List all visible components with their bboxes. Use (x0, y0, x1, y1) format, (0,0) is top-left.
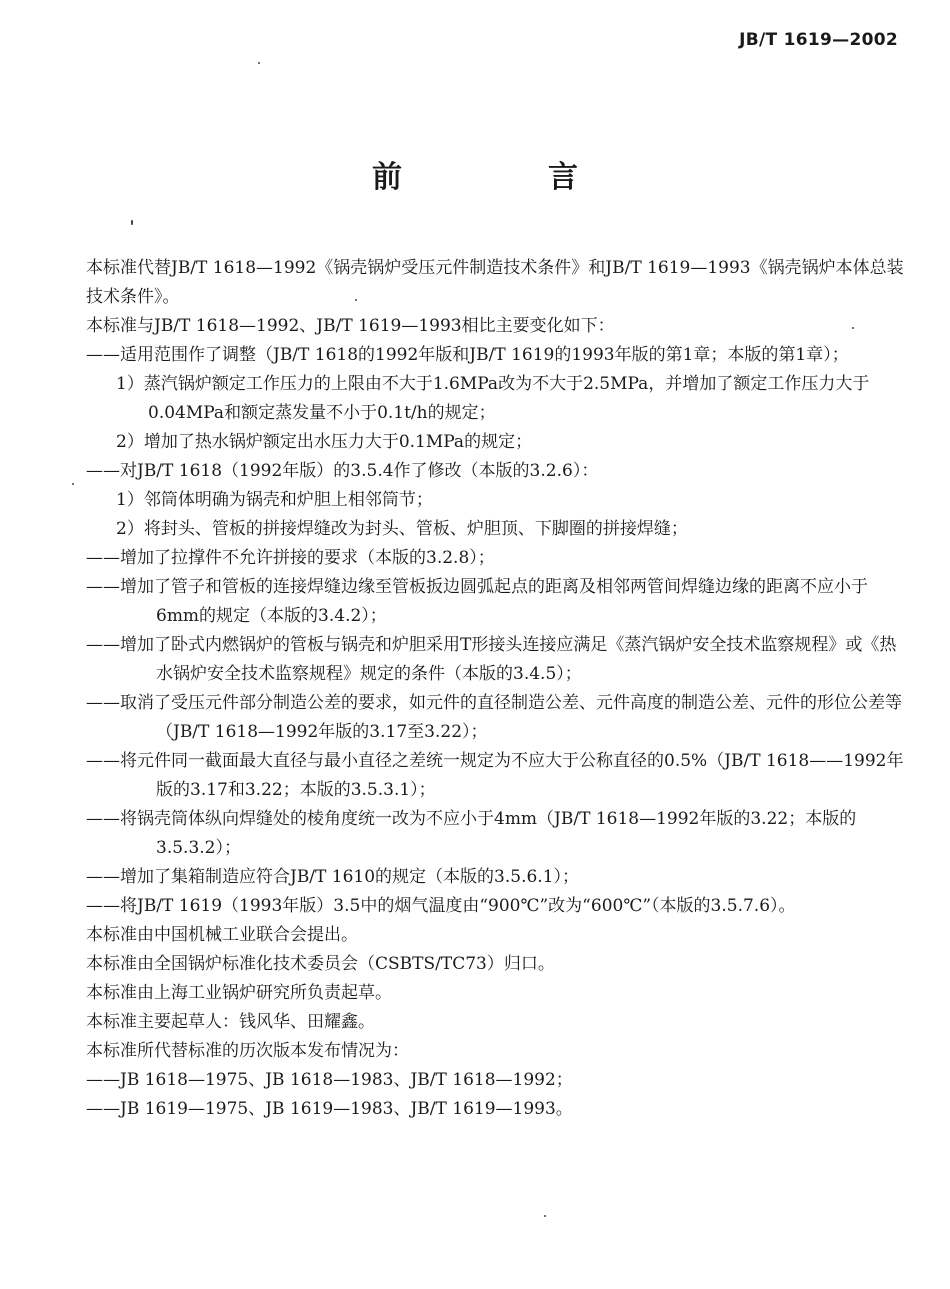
scan-speck (258, 62, 260, 64)
change-item-3-5-4: ——对JB/T 1618（1992年版）的3.5.4作了修改（本版的3.2.6）： (86, 461, 599, 481)
scan-speck (131, 220, 133, 225)
change-item-flue-temp: ——将JB/T 1619（1993年版）3.5中的烟气温度由“900℃”改为“600℃”（本版的3.5.7.6）。 (86, 896, 796, 916)
change-item-t-joint: ——增加了卧式内燃锅炉的管板与锅壳和炉胆采用T形接头连接应满足《蒸汽锅炉安全技术监察规程》或《热水锅炉安全技术监察规程》规定的条件（本版的3.4.5）； (86, 635, 897, 684)
change-item-tube-weld: ——增加了管子和管板的连接焊缝边缘至管板扳边圆弧起点的距离及相邻两管间焊缝边缘的距离不应小于6mm的规定（本版的3.4.2）； (86, 577, 868, 626)
scan-speck (544, 1215, 546, 1217)
sub-item-steam-pressure: 1）蒸汽锅炉额定工作压力的上限由不大于1.6MPa改为不大于2.5MPa，并增加了额定工作压力大于0.04MPa和额定蒸发量不小于0.1t/h的规定； (116, 374, 870, 423)
sub-item-splice-weld: 2）将封头、管板的拼接焊缝改为封头、管板、炉胆顶、下脚圈的拼接焊缝； (116, 519, 688, 539)
paragraph-under-jurisdiction: 本标准由全国锅炉标准化技术委员会（CSBTS/TC73）归口。 (86, 954, 555, 974)
history-item-1619: ——JB 1619—1975、JB 1619—1983、JB/T 1619—1993。 (86, 1099, 573, 1119)
paragraph-changes-intro: 本标准与JB/T 1618—1992、JB/T 1619—1993相比主要变化如下： (86, 316, 615, 336)
standard-code: JB/T 1619—2002 (739, 30, 898, 50)
paragraph-drafted-by: 本标准由上海工业锅炉研究所负责起草。 (86, 983, 392, 1003)
scan-speck (355, 299, 357, 301)
change-item-tolerance: ——取消了受压元件部分制造公差的要求，如元件的直径制造公差、元件高度的制造公差、元件的形位公差等（JB/T 1618—1992年版的3.17至3.22）； (86, 693, 902, 742)
change-item-header: ——增加了集箱制造应符合JB/T 1610的规定（本版的3.5.6.1）； (86, 867, 580, 887)
paragraph-replaces: 本标准代替JB/T 1618—1992《锅壳锅炉受压元件制造技术条件》和JB/T 1619—1993《锅壳锅炉本体总装技术条件》。 (86, 258, 904, 307)
change-item-diameter: ——将元件同一截面最大直径与最小直径之差统一规定为不应大于公称直径的0.5%（JB/T 1618——1992年版的3.17和3.22；本版的3.5.3.1）； (86, 751, 904, 800)
paragraph-proposed-by: 本标准由中国机械工业联合会提出。 (86, 925, 358, 945)
page-title: 前 言 (372, 160, 636, 195)
paragraph-drafters: 本标准主要起草人：钱风华、田耀鑫。 (86, 1012, 375, 1032)
history-item-1618: ——JB 1618—1975、JB 1618—1983、JB/T 1618—1992； (86, 1070, 573, 1090)
paragraph-history-intro: 本标准所代替标准的历次版本发布情况为： (86, 1041, 409, 1061)
change-item-stay: ——增加了拉撑件不允许拼接的要求（本版的3.2.8）； (86, 548, 495, 568)
sub-item-hot-water-pressure: 2）增加了热水锅炉额定出水压力大于0.1MPa的规定； (116, 432, 533, 452)
change-item-scope: ——适用范围作了调整（JB/T 1618的1992年版和JB/T 1619的1993年版的第1章；本版的第1章）； (86, 345, 849, 365)
foreword-body (44, 254, 908, 1124)
sub-item-adjacent-shell: 1）邻筒体明确为锅壳和炉胆上相邻筒节； (116, 490, 433, 510)
scan-speck (72, 483, 74, 485)
change-item-angularity: ——将锅壳筒体纵向焊缝处的棱角度统一改为不应小于4mm（JB/T 1618—1992年版的3.22；本版的3.5.3.2）； (86, 809, 857, 858)
scan-speck (852, 327, 854, 329)
